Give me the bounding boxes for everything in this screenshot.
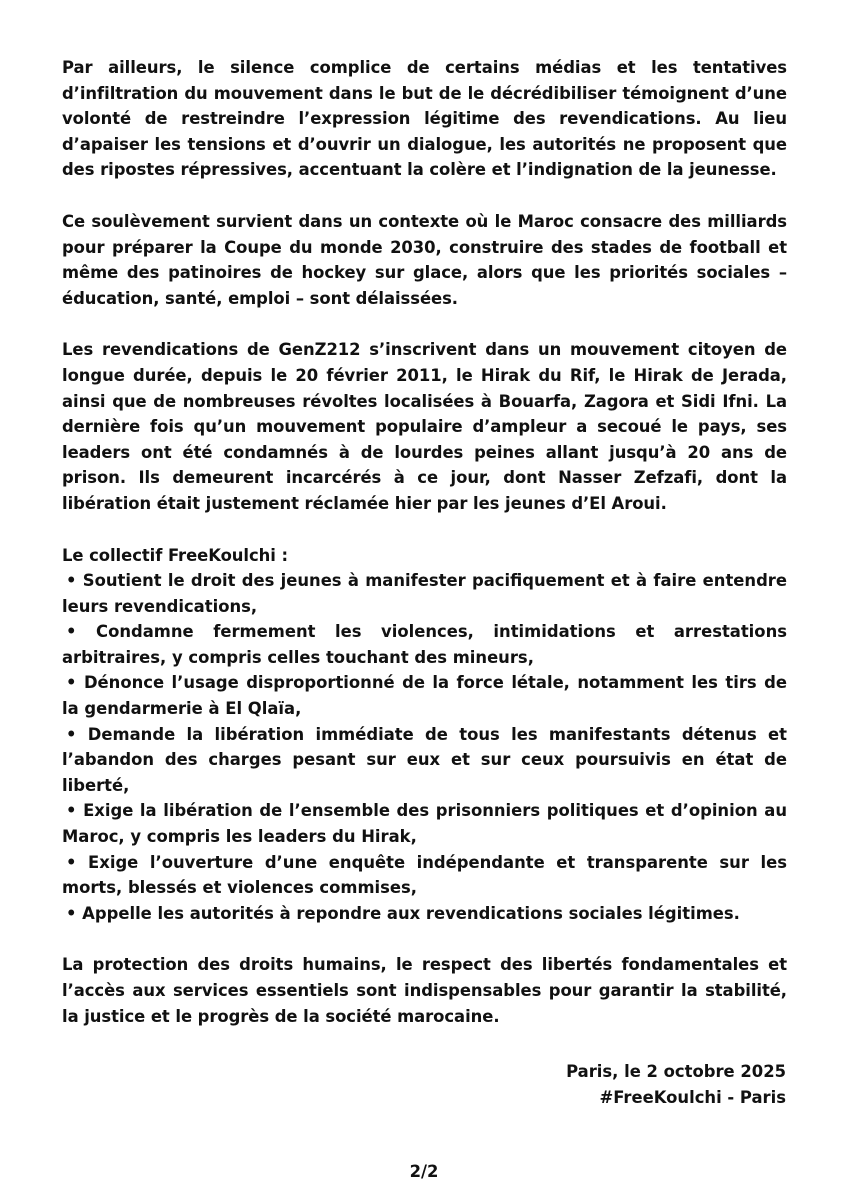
paragraph-gap xyxy=(62,517,787,543)
signature-hashtag: #FreeKoulchi - Paris xyxy=(599,1087,786,1107)
signature-place-date: Paris, le 2 octobre 2025 xyxy=(566,1062,786,1081)
demand-list-item: • Exige l’ouverture d’une enquête indépendante et transparente sur les morts, blessés et violences commises, xyxy=(62,852,787,898)
paragraph-genz212-history: Les revendications de GenZ212 s’inscrivent dans un mouvement citoyen de longue durée, depuis le 20 février 2011, le Hirak du Rif, le Hirak de Jerada, ainsi que de nombreuses révoltes localisées à Bouarfa, Zagora et Sidi Ifni. La dernière fois qu’un mouvement populaire d’ampleur a secoué le pays, ses leaders ont été condamnés à de lourdes peines allant jusqu’à 20 ans de prison. Ils demeurent incarcérés à ce jour, dont Nasser Zefzafi, dont la libération était justement réclamée hier par les jeunes d’El Aroui. xyxy=(62,340,787,513)
paragraph-gap xyxy=(62,183,787,209)
demand-list-item: • Demande la libération immédiate de tous les manifestants détenus et l’abandon des charges pesant sur eux et sur ceux poursuivis en état de liberté, xyxy=(62,724,787,795)
paragraph-gap xyxy=(62,311,787,337)
demand-list-item: • Dénonce l’usage disproportionné de la force létale, notamment les tirs de la gendarmerie à El Qlaïa, xyxy=(62,673,787,719)
closing-paragraph: La protection des droits humains, le respect des libertés fondamentales et l’accès aux services essentiels sont indispensables pour garantir la stabilité, la justice et le progrès de la société marocaine. xyxy=(62,955,787,1026)
collective-intro: Le collectif FreeKoulchi : xyxy=(62,545,288,565)
demand-list-item: • Condamne fermement les violences, intimidations et arrestations arbitraires, y compris celles touchant des mineurs, xyxy=(62,622,787,667)
demand-list-item: • Soutient le droit des jeunes à manifester pacifiquement et à faire entendre leurs revendications, xyxy=(62,571,787,616)
signature-block xyxy=(566,1059,786,1110)
paragraph-media-silence: Par ailleurs, le silence complice de certains médias et les tentatives d’infiltration du mouvement dans le but de le décrédibiliser témoignent d’une volonté de restreindre l’expression légitime des revendications. Au lieu d’apaiser les tensions et d’ouvrir un dialogue, les autorités ne proposent que des ripostes répressives, accentuant la colère et l’indignation de la jeunesse. xyxy=(62,58,787,180)
demand-list-item: • Appelle les autorités à repondre aux revendications sociales légitimes. xyxy=(66,903,740,923)
page-number: 2/2 xyxy=(409,1162,439,1181)
paragraph-gap xyxy=(62,926,787,952)
demand-list-item: • Exige la libération de l’ensemble des prisonniers politiques et d’opinion au Maroc, y compris les leaders du Hirak, xyxy=(62,801,787,847)
paragraph-world-cup-context: Ce soulèvement survient dans un contexte où le Maroc consacre des milliards pour préparer la Coupe du monde 2030, construire des stades de football et même des patinoires de hockey sur glace, alors que les priorités sociales – éducation, santé, emploi – sont délaissées. xyxy=(62,211,787,308)
document-body xyxy=(62,55,787,1029)
